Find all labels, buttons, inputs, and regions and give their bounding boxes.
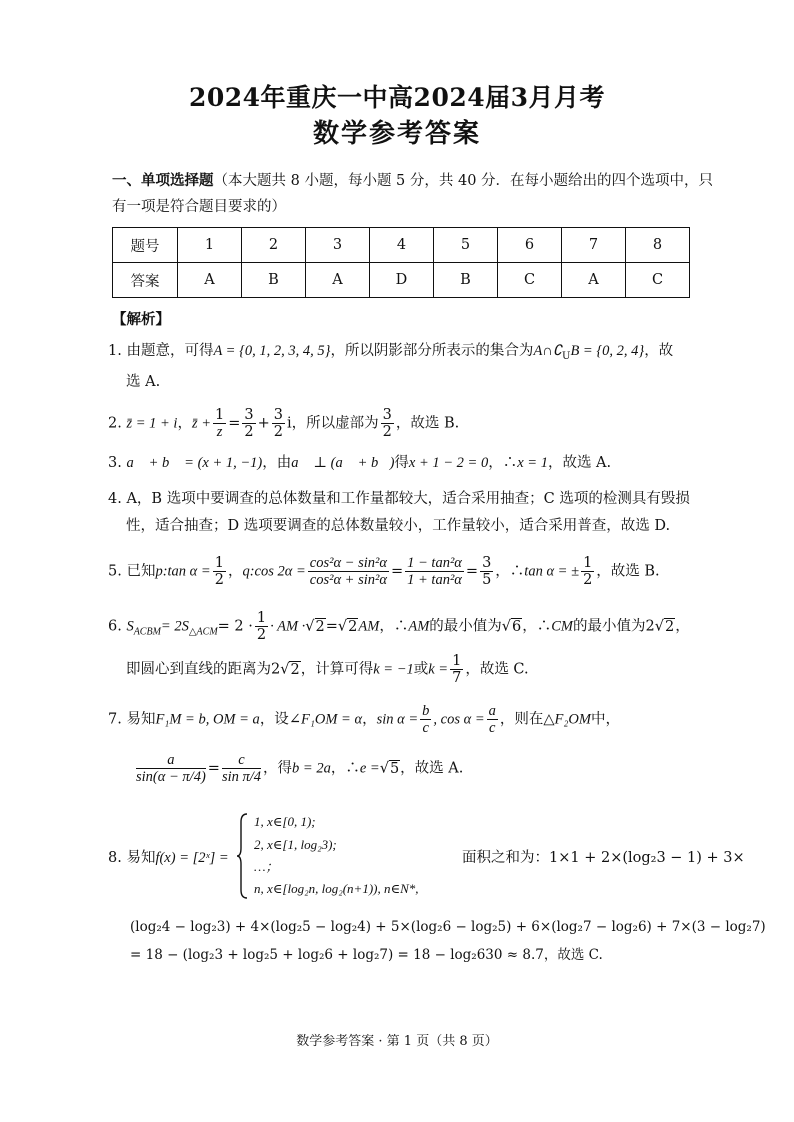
- q5-text: ，∴: [495, 563, 525, 580]
- table-cell: 4: [370, 228, 434, 263]
- q2-expr: z̄ = 1 + i: [126, 415, 178, 432]
- table-cell: A: [562, 263, 626, 298]
- q2-fraction: $\frac{3}{2}$: [382, 407, 392, 440]
- q3-text: ，∴: [488, 455, 518, 471]
- q5-text: 已知: [126, 563, 156, 580]
- q7-line2: $\frac{a}{\sin(\alpha - \pi/4)}$ = $\frac{c}{\text{sin π/4}}$ ，得b = 2a，∴e =√5，故选 A.: [136, 752, 464, 785]
- q2-fraction: $\frac{3}{2}$: [273, 407, 284, 440]
- q5-expr: p:tan α =: [155, 563, 211, 580]
- q7-text: ，设: [259, 711, 289, 728]
- q3-expr: a⃗ ⊥ (a⃗ + b⃗): [291, 455, 395, 471]
- q6-expr: = 2S: [160, 618, 189, 635]
- q8-line3: [130, 945, 603, 965]
- q6-fraction: $\frac{1}{7}$: [452, 653, 462, 686]
- section1-heading: 一、单项选择题: [112, 172, 214, 189]
- q8-text: ，故选 C.: [543, 947, 603, 963]
- table-cell: B: [242, 263, 306, 298]
- q6-line2: 即圆心到直线的距离为2√2，计算可得k = −1或k = $\frac{1}{7}$ ，故选 C.: [126, 653, 529, 686]
- q5-text: ，故选 B.: [596, 563, 660, 580]
- q6-expr: k = −1: [373, 661, 414, 678]
- q5-text: ，: [227, 563, 243, 580]
- q1-expr: A∩∁: [533, 343, 562, 359]
- q7-fraction: $\frac{c}{\text{sin π/4}}$: [221, 752, 262, 785]
- q1-expr-sub: U: [562, 350, 571, 362]
- q2-expr: z̄ +: [191, 415, 212, 432]
- q4-line2: 性，适合抽查；D 选项要调查的总体数量较小，工作量较小，适合采用普查，故选 D.: [126, 518, 671, 534]
- document-title: 2024年重庆一中高2024届3月月考: [188, 83, 606, 112]
- table-cell: 8: [626, 228, 690, 263]
- q7-expr: b = 2a: [292, 760, 331, 777]
- q8-area: [462, 848, 745, 868]
- q5-line: [108, 555, 660, 588]
- answer-table: [112, 227, 690, 298]
- q7-number: 7.: [108, 711, 122, 728]
- q3-number: 3.: [108, 455, 122, 471]
- q8-case: 2, x∈[1, log₂3);: [254, 837, 337, 852]
- q6-expr: CM: [551, 618, 574, 635]
- q5-fraction: $\frac{1}{2}$: [214, 555, 224, 588]
- q6-expr: 2: [645, 618, 655, 635]
- q6-fraction: $\frac{1}{2}$: [256, 610, 267, 643]
- q5-fraction: $\frac{3}{5}$: [482, 555, 492, 588]
- q7-text: ，: [362, 711, 377, 728]
- q8-text: 面积之和为：: [462, 850, 549, 866]
- q8-case: 1, x∈[0, 1);: [254, 814, 316, 829]
- q6-sqrt: 2: [290, 661, 300, 678]
- q7-expr: ∠F₁OM = α: [288, 711, 363, 728]
- section1-desc-line2: 有一项是符合题目要求的）: [112, 199, 286, 215]
- q3-expr: a⃗ + b⃗ = (x + 1, −1): [126, 455, 263, 471]
- q4-number: 4.: [108, 491, 122, 507]
- q2-line: [108, 407, 459, 440]
- q6-expr: S: [126, 618, 134, 635]
- q1-expr2: B = {0, 2, 4}: [570, 343, 645, 359]
- q1-set-a: A = {0, 1, 2, 3, 4, 5}: [213, 343, 331, 359]
- q6-expr: k =: [428, 661, 449, 678]
- q8-brace: [236, 812, 248, 900]
- q1-text: ，所以阴影部分所表示的集合为: [330, 343, 534, 359]
- q1-line2: 选 A.: [126, 374, 161, 390]
- q5-eq: =: [390, 563, 404, 580]
- q8-intro: [108, 848, 229, 868]
- page-footer: 数学参考答案 · 第 1 页（共 8 页）: [296, 1034, 498, 1049]
- q6-expr: · AM ·: [270, 618, 306, 635]
- q3-expr: x = 1: [517, 455, 548, 471]
- q3-text: ，由: [262, 455, 292, 471]
- q2-fraction: $\frac{3}{2}$: [244, 407, 254, 440]
- q7-text: ，则在: [499, 711, 544, 728]
- q8-case: n, x∈[log₂n, log₂(n+1)), n∈N*,: [254, 881, 419, 896]
- q6-sqrt: 2: [315, 618, 325, 635]
- table-row-answers: [113, 263, 690, 298]
- q2-text: ，故选 B.: [395, 415, 460, 432]
- table-header-answer: 答案: [113, 263, 178, 298]
- q7-fraction: $\frac{b}{c}$: [422, 703, 430, 736]
- q8-expr: = 18 − (log₂3 + log₂5 + log₂6 + log₂7) = 18 − log₂630 ≈ 8.7: [130, 947, 544, 963]
- q7-fraction: $\frac{a}{c}$: [488, 703, 496, 736]
- q1-number: 1.: [108, 343, 122, 359]
- q6-text: 的最小值为: [429, 618, 502, 635]
- q6-expr: AM: [358, 618, 380, 635]
- q7-text: 易知: [126, 711, 156, 728]
- q6-text: ，故选 C.: [465, 661, 529, 678]
- q3-line: [108, 453, 611, 473]
- q6-expr: AM: [408, 618, 430, 635]
- q7-expr: F₁M = b, OM = a: [155, 711, 260, 728]
- q1-line1: [108, 341, 673, 367]
- q6-sub: ACBM: [133, 626, 161, 638]
- q1-text: 由题意，可得: [126, 343, 214, 359]
- q6-sqrt: 6: [512, 618, 522, 635]
- table-cell: 1: [178, 228, 242, 263]
- q6-expr: 2: [271, 661, 281, 678]
- q7-eq: =: [207, 760, 220, 777]
- q5-eq: =: [465, 563, 479, 580]
- q2-eq: =: [228, 415, 241, 432]
- table-header-number: 题号: [113, 228, 178, 263]
- table-cell: B: [434, 263, 498, 298]
- table-cell: C: [626, 263, 690, 298]
- q4-text: A，B 选项中要调查的总体数量和工作量都较大，适合采用抽查；C 选项的检测具有毁损: [126, 491, 690, 507]
- q7-text: ，故选 A.: [400, 760, 464, 777]
- q2-text: ，所以虚部为: [291, 415, 379, 432]
- q3-text: ，故选 A.: [547, 455, 612, 471]
- q1-text: ，故: [644, 343, 674, 359]
- q4-line1: [108, 489, 690, 509]
- q5-expr: q:cos 2α =: [242, 563, 306, 580]
- q7-text: 中，: [590, 711, 620, 728]
- q2-sep: ，: [177, 415, 192, 432]
- q6-text: 即圆心到直线的距离为: [126, 661, 271, 678]
- q8-case: …；: [254, 859, 279, 874]
- q6-number: 6.: [108, 618, 122, 635]
- q7-text: ，∴: [330, 760, 360, 777]
- q8-number: 8.: [108, 850, 122, 866]
- q3-expr: x + 1 − 2 = 0: [408, 455, 489, 471]
- q7-expr: e =: [359, 760, 380, 777]
- table-cell: 3: [306, 228, 370, 263]
- table-cell: C: [498, 263, 562, 298]
- table-cell: 5: [434, 228, 498, 263]
- q7-expr: △F₂OM: [543, 711, 591, 728]
- q8-expr: f(x) = [2ˣ] =: [155, 850, 229, 866]
- q7-line1: [108, 703, 620, 736]
- document-subtitle: 数学参考答案: [312, 119, 481, 149]
- q6-text: ，计算可得: [300, 661, 374, 678]
- q6-text: ，∴: [522, 618, 552, 635]
- q6-text: ，∴: [379, 618, 409, 635]
- q7-sqrt: 5: [389, 760, 400, 777]
- q2-fraction: $\frac{1}{z}$: [215, 407, 225, 440]
- table-cell: A: [178, 263, 242, 298]
- q6-text: ，: [675, 618, 690, 635]
- q8-text: 易知: [126, 850, 156, 866]
- q5-fraction: $\frac{\text{cos²α − sin²α}}{\text{cos²α + sin²α}}$: [309, 555, 387, 588]
- q5-expr: tan α = ±: [524, 563, 580, 580]
- q6-expr: = 2 ·: [217, 618, 253, 635]
- q5-fraction: $\frac{\text{1 − tan²α}}{\text{1 + tan²α}}$: [407, 555, 462, 588]
- q8-line2: (log₂4 − log₂3) + 4×(log₂5 − log₂4) + 5×(log₂6 − log₂5) + 6×(log₂7 − log₂6) + 7×(3 − log₂7): [130, 919, 766, 935]
- q6-sub: △ACM: [188, 626, 218, 638]
- q3-text: 得: [394, 455, 409, 471]
- table-cell: 7: [562, 228, 626, 263]
- q7-text: ，得: [263, 760, 293, 777]
- table-row-numbers: [113, 228, 690, 263]
- q6-text: 的最小值为: [573, 618, 646, 635]
- section1-desc-line1: （本大题共 8 小题，每小题 5 分，共 40 分．在每小题给出的四个选项中，只: [213, 173, 714, 189]
- q6-eq: =: [325, 618, 338, 635]
- q7-expr: , cos α =: [433, 711, 485, 728]
- q5-number: 5.: [108, 563, 122, 580]
- table-cell: 2: [242, 228, 306, 263]
- q5-fraction: $\frac{1}{2}$: [583, 555, 593, 588]
- q2-i: i: [287, 415, 292, 432]
- table-cell: 6: [498, 228, 562, 263]
- q6-line1: 6. $S_{ACBM}= 2S_{\triangle ACM}= 2$ · $\frac{1}{2}$ · AM ·√2=√2AM，∴AM的最小值为√6，∴CM的最小值为2√2，: [108, 610, 690, 643]
- q2-number: 2.: [108, 415, 122, 432]
- section1-intro: [112, 171, 713, 191]
- q6-sqrt: 2: [665, 618, 675, 635]
- q6-text: 或: [413, 661, 429, 678]
- q6-sqrt: 2: [348, 618, 358, 635]
- analysis-heading: 【解析】: [112, 311, 170, 328]
- q2-plus: +: [257, 415, 270, 432]
- table-cell: D: [370, 263, 434, 298]
- q7-fraction: $\frac{a}{\sin(\alpha - \pi/4)}$: [136, 752, 206, 785]
- q8-expr: 1×1 + 2×(log₂3 − 1) + 3×: [549, 850, 745, 866]
- q7-expr: sin α =: [376, 711, 419, 728]
- table-cell: A: [306, 263, 370, 298]
